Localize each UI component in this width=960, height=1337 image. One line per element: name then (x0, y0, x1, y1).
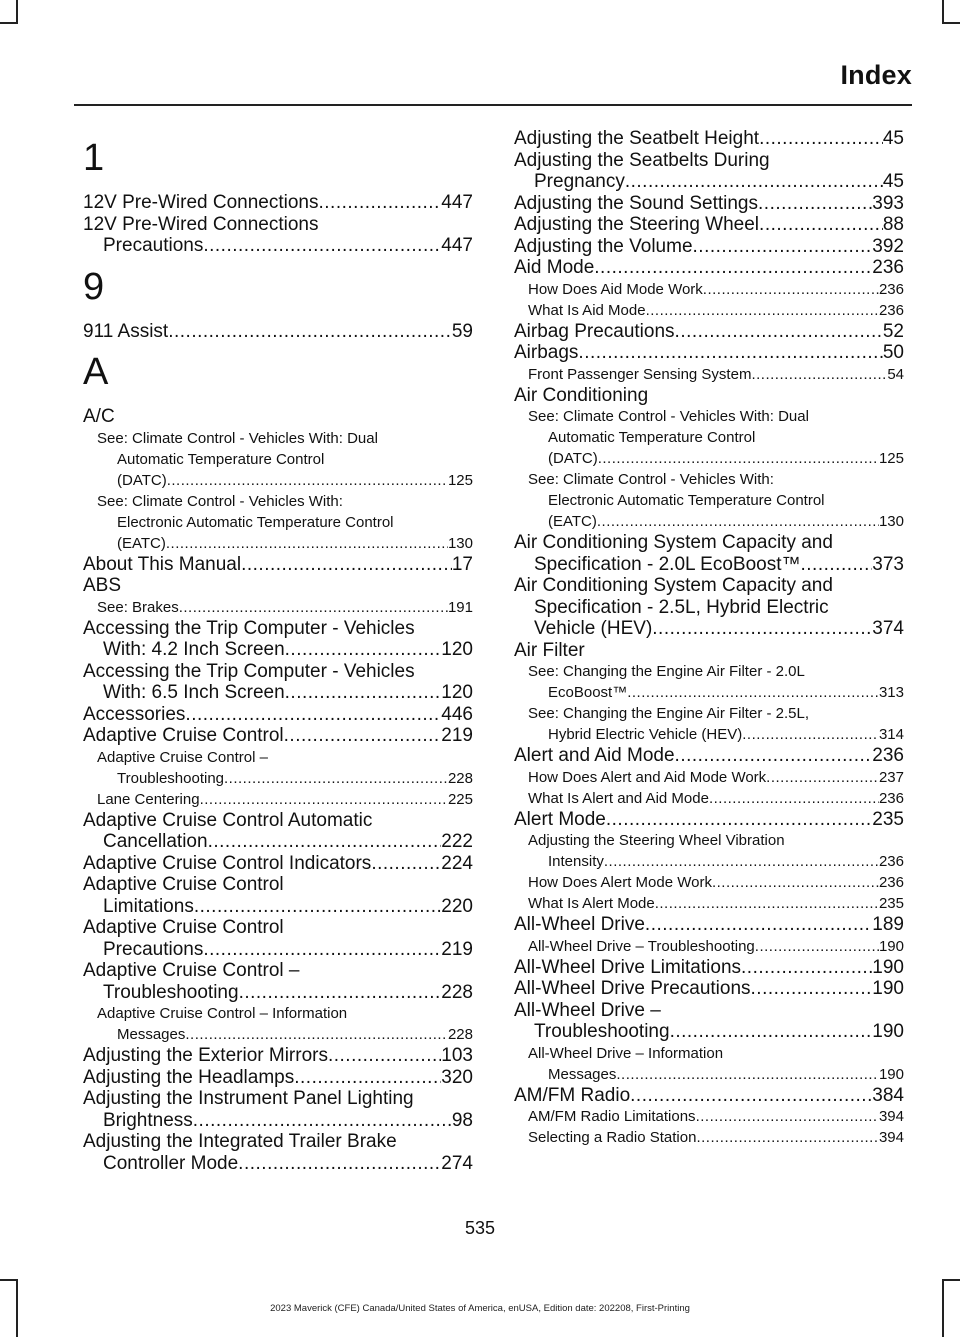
index-entry[interactable] (83, 406, 473, 428)
entry-text: All-Wheel Drive – Troubleshooting (528, 937, 755, 955)
crop-mark (16, 0, 18, 22)
entry-text: All-Wheel Drive (514, 914, 645, 935)
entry-page: 224 (441, 852, 473, 874)
dot-leader (696, 1127, 879, 1148)
entry-page: 447 (441, 235, 473, 256)
entry-text: Messages (548, 1065, 617, 1083)
index-entry[interactable] (83, 618, 473, 661)
entry-page: 384 (872, 1084, 904, 1106)
dot-leader (224, 768, 448, 789)
entry-text: Alert and Aid Mode (514, 745, 675, 766)
dot-leader (625, 171, 883, 193)
dot-leader (238, 1153, 441, 1175)
entry-page: 88 (882, 214, 904, 235)
dot-leader (594, 257, 872, 279)
entry-text: See: Brakes (97, 598, 179, 616)
entry-page: 130 (447, 534, 473, 552)
entry-text: 911 Assist (83, 320, 169, 342)
entry-text: Precautions (103, 235, 204, 256)
dot-leader (759, 128, 883, 150)
entry-text: What Is Alert Mode (528, 895, 655, 912)
entry-page: 103 (441, 1045, 473, 1066)
page-number: 535 (464, 1218, 496, 1238)
entry-page: 236 (878, 874, 904, 891)
entry-text: Selecting a Radio Station (528, 1129, 697, 1146)
index-subentry[interactable] (514, 936, 904, 957)
section-letter: A (83, 351, 109, 393)
entry-page: 313 (878, 684, 904, 701)
index-subentry[interactable] (514, 469, 904, 532)
dot-leader (616, 1064, 879, 1085)
entry-text: Automatic Temperature Control (548, 429, 756, 446)
entry-text: EcoBoost™ (548, 684, 628, 701)
index-entry[interactable] (83, 917, 473, 960)
entry-page: 222 (441, 831, 473, 852)
entry-text: Air Conditioning System Capacity and (514, 575, 833, 596)
entry-text: See: Climate Control - Vehicles With: (97, 492, 343, 510)
index-entry[interactable] (514, 236, 904, 258)
index-entry[interactable] (514, 532, 904, 575)
index-entry[interactable] (83, 874, 473, 917)
entry-text: How Does Aid Mode Work (528, 280, 703, 298)
entry-text: Specification - 2.0L EcoBoost™ (534, 553, 801, 575)
entry-page: 120 (441, 682, 473, 703)
entry-text: (DATC) (548, 450, 598, 467)
entry-text: Controller Mode (103, 1152, 239, 1174)
entry-text: Adjusting the Exterior Mirrors (83, 1045, 328, 1066)
entry-text: Air Filter (514, 639, 585, 661)
entry-page: 373 (872, 553, 904, 575)
entry-page: 190 (872, 1021, 904, 1042)
index-entry[interactable] (83, 1131, 473, 1174)
entry-page: 190 (878, 1065, 904, 1083)
entry-text: Adaptive Cruise Control (83, 725, 284, 746)
dot-leader (185, 1024, 448, 1045)
entry-page: 447 (441, 192, 473, 213)
dot-leader (285, 682, 442, 704)
entry-text: What Is Alert and Aid Mode (528, 789, 709, 807)
entry-text: Automatic Temperature Control (117, 450, 325, 468)
entry-page: 235 (878, 895, 904, 912)
index-subentry[interactable] (83, 1003, 473, 1045)
index-entry[interactable] (83, 321, 473, 343)
entry-text: Electronic Automatic Temperature Control (117, 513, 394, 531)
entry-text: Accessories (83, 703, 186, 725)
entry-text: All-Wheel Drive – Information (528, 1044, 724, 1062)
index-entry[interactable] (514, 1000, 904, 1043)
entry-page: 236 (878, 853, 904, 870)
entry-text: Hybrid Electric Vehicle (HEV) (548, 726, 743, 743)
entry-page: 45 (882, 171, 904, 192)
section-letter: 9 (83, 265, 105, 308)
dot-leader (627, 682, 879, 703)
index-entry[interactable] (514, 978, 904, 1000)
crop-mark (942, 22, 960, 24)
entry-text: AM/FM Radio (514, 1084, 631, 1106)
entry-text: (DATC) (117, 471, 167, 489)
index-entry[interactable] (514, 193, 904, 215)
entry-text: Lane Centering (97, 790, 200, 808)
dot-leader (758, 193, 872, 215)
entry-text: All-Wheel Drive Precautions (514, 978, 751, 999)
entry-page: 394 (878, 1108, 904, 1125)
dot-leader (675, 321, 883, 343)
dot-leader (319, 192, 442, 214)
index-entry[interactable] (514, 257, 904, 279)
dot-leader (239, 982, 442, 1004)
entry-text: Alert Mode (514, 808, 606, 830)
dot-leader (742, 724, 879, 745)
entry-text: Adaptive Cruise Control (83, 874, 284, 895)
entry-text: Air Conditioning System Capacity and (514, 532, 833, 553)
dot-leader (751, 364, 887, 385)
dot-leader (646, 300, 879, 321)
index-subentry[interactable] (83, 789, 473, 810)
entry-text: Adjusting the Headlamps (83, 1066, 295, 1088)
entry-page: 59 (451, 320, 473, 342)
entry-page: 45 (882, 128, 904, 149)
entry-page: 189 (872, 914, 904, 935)
entry-page: 228 (441, 981, 473, 1003)
dot-leader (294, 1067, 441, 1089)
entry-text: Adaptive Cruise Control Automatic (83, 809, 373, 831)
entry-text: Cancellation (103, 831, 208, 852)
entry-page: 52 (882, 320, 904, 342)
entry-text: What Is Aid Mode (528, 301, 646, 319)
index-subentry[interactable] (514, 893, 904, 914)
dot-leader (703, 279, 879, 300)
dot-leader (606, 809, 872, 831)
entry-text: Adaptive Cruise Control (83, 917, 284, 938)
entry-text: Adjusting the Integrated Trailer Brake (83, 1131, 397, 1152)
crop-mark (942, 1279, 960, 1281)
index-subentry[interactable] (514, 1127, 904, 1148)
index-entry[interactable] (83, 192, 473, 214)
dot-leader (167, 470, 448, 491)
dot-leader (755, 936, 879, 957)
index-entry[interactable] (83, 214, 473, 257)
entry-page: 274 (441, 1152, 473, 1174)
dot-leader (630, 1085, 872, 1107)
entry-page: 394 (878, 1129, 904, 1146)
entry-text: ABS (83, 575, 122, 596)
dot-leader (696, 1106, 879, 1127)
index-entry[interactable] (514, 745, 904, 767)
entry-text: How Does Alert Mode Work (528, 874, 712, 891)
dot-leader (597, 511, 879, 532)
entry-text: Airbags (514, 342, 579, 363)
index-subentry[interactable] (514, 364, 904, 385)
entry-text: With: 6.5 Inch Screen (103, 682, 285, 703)
index-entry[interactable] (514, 957, 904, 979)
dot-leader (241, 554, 452, 576)
index-entry[interactable] (514, 150, 904, 193)
index-entry[interactable] (83, 1045, 473, 1067)
entry-text: All-Wheel Drive – (514, 999, 661, 1021)
dot-leader (693, 236, 873, 258)
index-subentry[interactable] (514, 1106, 904, 1127)
dot-leader (766, 767, 879, 788)
entry-page: 320 (441, 1066, 473, 1088)
entry-text: Accessing the Trip Computer - Vehicles (83, 660, 415, 682)
index-entry[interactable] (514, 385, 904, 407)
entry-page: 236 (878, 301, 904, 319)
entry-page: 50 (882, 342, 904, 363)
dot-leader (284, 725, 442, 747)
entry-text: Air Conditioning (514, 384, 649, 406)
index-subentry[interactable] (514, 703, 904, 745)
entry-text: (EATC) (548, 513, 597, 530)
entry-page: 220 (441, 895, 473, 917)
entry-text: See: Climate Control - Vehicles With: Dual (97, 429, 378, 447)
dot-leader (709, 788, 879, 809)
dot-leader (655, 893, 879, 914)
entry-text: (EATC) (117, 534, 166, 552)
dot-leader (285, 639, 442, 661)
dot-leader (598, 448, 879, 469)
entry-text: Adjusting the Steering Wheel Vibration (528, 832, 785, 849)
dot-leader (652, 618, 872, 640)
dot-leader (741, 957, 872, 979)
entry-page: 236 (878, 789, 904, 807)
entry-text: Troubleshooting (534, 1021, 670, 1042)
entry-text: Vehicle (HEV) (534, 618, 653, 639)
entry-page: 219 (441, 725, 473, 746)
entry-text: How Does Alert and Aid Mode Work (528, 768, 767, 786)
dot-leader (675, 745, 873, 767)
dot-leader (371, 853, 441, 875)
index-subentry[interactable] (83, 597, 473, 618)
entry-page: 237 (878, 768, 904, 786)
index-entry[interactable] (514, 809, 904, 831)
entry-page: 190 (878, 937, 904, 955)
crop-mark (0, 1279, 18, 1281)
entry-text: About This Manual (83, 553, 242, 575)
entry-text: Troubleshooting (117, 769, 225, 787)
entry-page: 314 (878, 726, 904, 743)
index-entry[interactable] (514, 321, 904, 343)
dot-leader (203, 235, 441, 257)
dot-leader (604, 851, 879, 872)
dot-leader (328, 1045, 441, 1067)
entry-page: 446 (441, 703, 473, 725)
entry-text: With: 4.2 Inch Screen (103, 639, 285, 660)
index-subentry[interactable] (83, 491, 473, 554)
index-entry[interactable] (83, 810, 473, 853)
entry-text: A/C (83, 406, 115, 427)
entry-text: Airbag Precautions (514, 320, 675, 342)
entry-page: 190 (872, 956, 904, 978)
entry-text: Electronic Automatic Temperature Control (548, 492, 825, 509)
entry-text: Adjusting the Sound Settings (514, 192, 759, 214)
index-subentry[interactable] (514, 830, 904, 872)
dot-leader (759, 214, 883, 236)
index-subentry[interactable] (83, 428, 473, 491)
index-entry[interactable] (83, 1067, 473, 1089)
entry-page: 125 (447, 471, 473, 489)
index-entry[interactable] (514, 342, 904, 364)
entry-text: 12V Pre-Wired Connections (83, 192, 319, 213)
entry-text: All-Wheel Drive Limitations (514, 956, 742, 978)
dot-leader (670, 1021, 873, 1043)
dot-leader (185, 704, 441, 726)
entry-text: Adjusting the Seatbelt Height (514, 128, 760, 149)
index-subentry[interactable] (514, 279, 904, 300)
dot-leader (645, 914, 872, 936)
index-entry[interactable] (514, 214, 904, 236)
entry-text: Adjusting the Steering Wheel (514, 214, 760, 235)
index-entry[interactable] (83, 960, 473, 1003)
entry-text: Adjusting the Instrument Panel Lighting (83, 1088, 414, 1109)
entry-text: Adjusting the Seatbelts During (514, 149, 770, 171)
index-entry[interactable] (83, 853, 473, 875)
entry-page: 236 (878, 280, 904, 298)
section-letter: 1 (83, 137, 105, 179)
entry-text: Limitations (103, 895, 194, 917)
index-subentry[interactable] (83, 747, 473, 789)
entry-page: 392 (872, 235, 904, 257)
index-entry[interactable] (83, 704, 473, 726)
index-entry[interactable] (514, 914, 904, 936)
entry-page: 225 (447, 790, 473, 808)
index-subentry[interactable] (514, 788, 904, 809)
index-column-right (514, 128, 904, 1148)
dot-leader (168, 321, 452, 343)
entry-text: Adaptive Cruise Control Indicators (83, 852, 372, 874)
entry-page: 125 (878, 450, 904, 467)
edition-note: 2023 Maverick (CFE) Canada/United States of America, enUSA, Edition date: 202208, First-Printing (270, 1303, 690, 1314)
index-subentry[interactable] (514, 661, 904, 703)
index-entry[interactable] (514, 128, 904, 150)
entry-page: 54 (887, 365, 904, 383)
entry-page: 120 (441, 639, 473, 660)
dot-leader (200, 789, 448, 810)
page-title: Index (840, 60, 912, 90)
entry-text: See: Climate Control - Vehicles With: Dual (528, 408, 809, 425)
entry-page: 228 (447, 769, 473, 787)
entry-text: Troubleshooting (103, 981, 239, 1003)
entry-page: 393 (872, 192, 904, 214)
index-entry[interactable] (83, 575, 473, 597)
dot-leader (801, 554, 873, 576)
entry-page: 228 (447, 1026, 473, 1043)
dot-leader (712, 872, 879, 893)
header-rule (74, 104, 912, 106)
index-entry[interactable] (83, 554, 473, 576)
entry-text: Brightness (103, 1109, 193, 1131)
dot-leader (578, 342, 882, 364)
index-column-left (83, 128, 473, 1174)
entry-text: Adaptive Cruise Control – (97, 748, 268, 766)
crop-mark (0, 22, 18, 24)
entry-page: 219 (441, 938, 473, 960)
entry-page: 235 (872, 808, 904, 830)
entry-text: Adjusting the Volume (514, 235, 693, 257)
entry-text: Messages (117, 1026, 186, 1043)
index-subentry[interactable] (514, 767, 904, 788)
entry-text: Aid Mode (514, 257, 595, 278)
index-subentry[interactable] (514, 872, 904, 893)
entry-text: Intensity (548, 853, 604, 870)
entry-page: 191 (447, 598, 473, 616)
entry-text: See: Climate Control - Vehicles With: (528, 471, 774, 488)
entry-page: 236 (872, 745, 904, 766)
entry-text: Precautions (103, 938, 204, 960)
crop-mark (942, 0, 944, 22)
entry-text: See: Changing the Engine Air Filter - 2.0L (528, 663, 805, 680)
entry-page: 98 (451, 1109, 473, 1131)
entry-page: 236 (872, 257, 904, 278)
dot-leader (193, 1110, 452, 1132)
index-entry[interactable] (83, 1088, 473, 1131)
index-entry[interactable] (514, 640, 904, 662)
entry-page: 130 (878, 513, 904, 530)
entry-text: Pregnancy (534, 171, 625, 192)
dot-leader (751, 978, 873, 1000)
index-entry[interactable] (514, 1085, 904, 1107)
dot-leader (179, 597, 448, 618)
entry-text: Adaptive Cruise Control – Information (97, 1005, 348, 1022)
entry-page: 17 (451, 553, 473, 575)
index-entry[interactable] (83, 725, 473, 747)
index-subentry[interactable] (514, 1043, 904, 1085)
index-entry[interactable] (83, 661, 473, 704)
index-entry[interactable] (514, 575, 904, 640)
entry-text: Specification - 2.5L, Hybrid Electric (534, 596, 829, 618)
dot-leader (166, 533, 448, 554)
entry-text: Adaptive Cruise Control – (83, 960, 300, 981)
entry-page: 190 (872, 978, 904, 999)
index-subentry[interactable] (514, 406, 904, 469)
entry-text: Front Passenger Sensing System (528, 365, 752, 383)
entry-text: AM/FM Radio Limitations (528, 1108, 696, 1125)
entry-text: 12V Pre-Wired Connections (83, 213, 319, 235)
dot-leader (208, 831, 442, 853)
dot-leader (203, 939, 441, 961)
dot-leader (194, 896, 441, 918)
index-subentry[interactable] (514, 300, 904, 321)
entry-text: See: Changing the Engine Air Filter - 2.5L, (528, 705, 810, 722)
entry-text: Accessing the Trip Computer - Vehicles (83, 617, 415, 639)
entry-page: 374 (872, 618, 904, 639)
